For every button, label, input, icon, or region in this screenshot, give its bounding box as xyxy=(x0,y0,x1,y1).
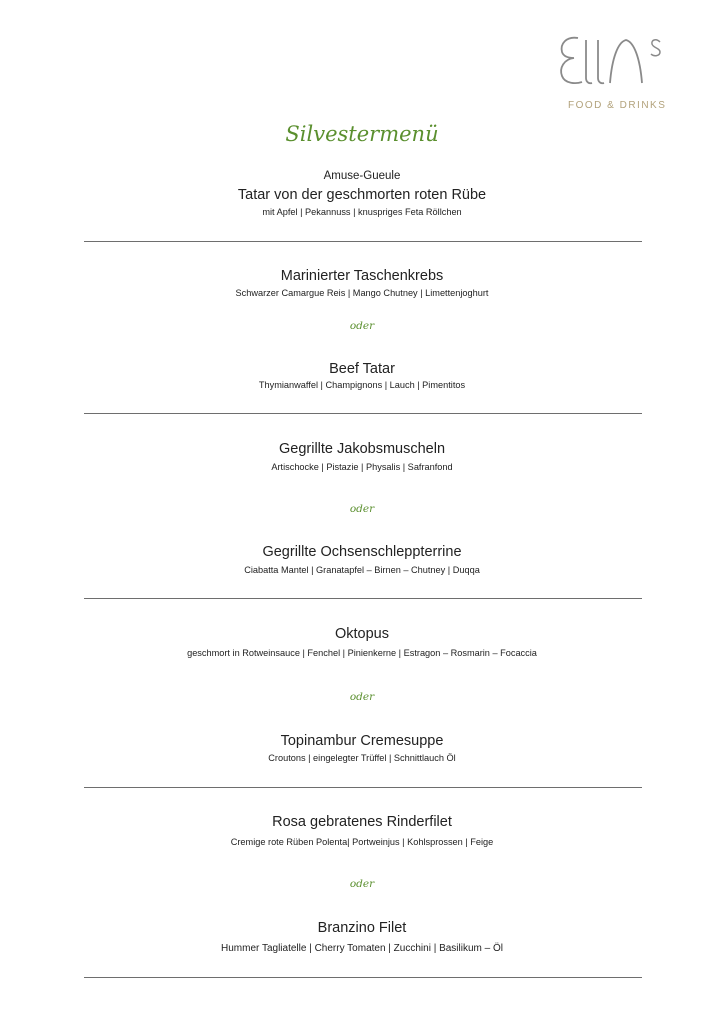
amuse-name-row xyxy=(0,187,724,203)
dish-details: Artischocke | Pistazie | Physalis | Safranfond xyxy=(271,462,453,472)
course-3-option-a-details-row xyxy=(0,648,724,658)
course-3-option-a xyxy=(0,626,724,642)
dish-name: Marinierter Taschenkrebs xyxy=(280,268,444,284)
dish-name: Branzino Filet xyxy=(317,920,407,936)
oder-label: oder xyxy=(349,878,375,890)
course-4-option-b-details-row xyxy=(0,943,724,954)
brand-logo xyxy=(556,28,666,112)
course-3-option-b xyxy=(0,733,724,749)
divider xyxy=(84,787,642,788)
dish-details: geschmort in Rotweinsauce | Fenchel | Pinienkerne | Estragon – Rosmarin – Focaccia xyxy=(187,648,537,658)
dish-name: Rosa gebratenes Rinderfilet xyxy=(272,814,452,830)
dish-details: Croutons | eingelegter Trüffel | Schnittlauch Öl xyxy=(268,753,456,763)
oder-label: oder xyxy=(349,691,375,703)
dish-name: Gegrillte Ochsenschleppterrine xyxy=(262,544,462,560)
dish-details: Schwarzer Camargue Reis | Mango Chutney | Limettenjoghurt xyxy=(235,288,489,298)
dish-name: Oktopus xyxy=(335,626,389,642)
amuse-details: mit Apfel | Pekannuss | knuspriges Feta Röllchen xyxy=(262,207,462,217)
divider xyxy=(84,598,642,599)
course-2-option-a xyxy=(0,441,724,457)
dish-name: Topinambur Cremesuppe xyxy=(280,733,444,749)
amuse-name: Tatar von der geschmorten roten Rübe xyxy=(237,187,487,203)
course-1-option-a xyxy=(0,268,724,284)
oder-label: oder xyxy=(349,320,375,332)
amuse-section xyxy=(0,170,724,182)
course-1-option-b-details-row xyxy=(0,380,724,390)
divider xyxy=(84,241,642,242)
amuse-label: Amuse-Gueule xyxy=(323,170,401,182)
course-3-option-b-details-row xyxy=(0,753,724,763)
dish-details: Ciabatta Mantel | Granatapfel – Birnen – Chutney | Duqqa xyxy=(244,565,480,575)
dish-details: Hummer Tagliatelle | Cherry Tomaten | Zucchini | Basilikum – Öl xyxy=(221,943,503,954)
course-2-option-b-details-row xyxy=(0,565,724,575)
dish-details: Thymianwaffel | Champignons | Lauch | Pimentitos xyxy=(258,380,466,390)
course-4-option-b xyxy=(0,920,724,936)
brand-tagline: FOOD & DRINKS xyxy=(568,100,667,111)
course-2-option-b xyxy=(0,544,724,560)
logo-lettering-icon xyxy=(556,28,666,98)
divider xyxy=(84,413,642,414)
course-4-option-a xyxy=(0,814,724,830)
course-2-option-a-details-row xyxy=(0,462,724,472)
oder-label: oder xyxy=(349,503,375,515)
dish-name: Gegrillte Jakobsmuscheln xyxy=(278,441,446,457)
course-1-option-a-details-row xyxy=(0,288,724,298)
dish-details: Cremige rote Rüben Polenta| Portweinjus | Kohlsprossen | Feige xyxy=(230,837,494,847)
course-1-option-b xyxy=(0,361,724,377)
course-4-option-a-details-row xyxy=(0,837,724,847)
amuse-details-row xyxy=(0,207,724,217)
page-title: Silvestermenü xyxy=(285,122,439,146)
dish-name: Beef Tatar xyxy=(329,361,395,377)
divider xyxy=(84,977,642,978)
